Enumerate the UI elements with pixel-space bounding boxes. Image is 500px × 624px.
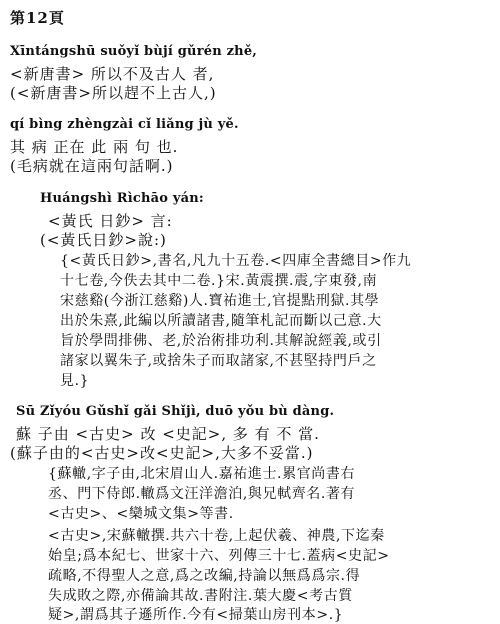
classical-text-line: <新唐書> 所以不及古人 者, bbox=[10, 65, 215, 83]
pinyin-line: qí bìng zhèngzài cǐ liǎng jù yě. bbox=[10, 117, 239, 132]
translation-line: (<新唐書>所以趕不上古人,) bbox=[10, 84, 217, 102]
annotation-line: 疏略,不得聖人之意,爲之改編,持論以無爲爲宗.得 bbox=[48, 568, 361, 584]
annotation-line: 宋慈谿(今浙江慈谿)人.寶祐進士,官提點刑獄.其學 bbox=[60, 293, 380, 309]
page-header: 第12頁 bbox=[10, 9, 65, 27]
annotation-line: 見.} bbox=[60, 373, 90, 389]
classical-text-line: 蘇 子由 <古史> 改 <史記>, 多 有 不 當. bbox=[16, 425, 320, 443]
annotation-line: 失成敗之際,亦備論其故.書附注.葉大慶<考古質 bbox=[48, 588, 353, 604]
pinyin-line: Huángshì Rìchāo yán: bbox=[40, 191, 204, 206]
classical-text-line: 其 病 正在 此 兩 句 也. bbox=[10, 138, 179, 156]
annotation-line: 出於朱熹,此編以所讀諸書,隨筆札記而斷以己意.大 bbox=[60, 313, 382, 329]
annotation-line: {<黃氏日鈔>,書名,凡九十五卷.<四庫全書總目>作九 bbox=[60, 253, 412, 269]
annotation-line: {蘇轍,字子由,北宋眉山人.嘉祐進士.累官尚書右 bbox=[48, 466, 356, 482]
translation-line: (<黃氏日鈔>說:) bbox=[40, 231, 167, 249]
annotation-line: 十七卷,今佚去其中二卷.}宋.黃震撰.震,字東發,南 bbox=[60, 273, 378, 289]
translation-line: (蘇子由的<古史>改<史記>,大多不妥當.) bbox=[10, 444, 314, 462]
annotation-line: 始皇;爲本紀七、世家十六、列傳三十七.蓋病<史記> bbox=[48, 548, 390, 564]
annotation-line: 疑>,謂爲其子遜所作.今有<掃葉山房刊本>.} bbox=[48, 607, 344, 623]
pinyin-line: Xīntángshū suǒyǐ bùjí gǔrén zhě, bbox=[10, 44, 258, 59]
pinyin-line: Sū Zǐyóu Gǔshǐ gǎi Shǐjì, duō yǒu bù dàng. bbox=[16, 404, 335, 419]
annotation-line: 諸家以翼朱子,或捨朱子而取諸家,不甚堅持門戶之 bbox=[60, 353, 377, 369]
classical-text-line: <黃氏 日鈔> 言: bbox=[48, 212, 173, 230]
annotation-line: 丞、門下侍郎.轍爲文汪洋澹泊,與兄軾齊名.著有 bbox=[48, 486, 356, 502]
annotation-line: <古史>,宋蘇轍撰.共六十卷,上起伏羲、神農,下迄秦 bbox=[48, 528, 385, 544]
annotation-line: <古史>、<欒城文集>等書. bbox=[48, 506, 234, 522]
translation-line: (毛病就在這兩句話啊.) bbox=[10, 157, 174, 175]
annotation-line: 旨於學問排佛、老,於治術排功利.其解說經義,或引 bbox=[60, 333, 382, 349]
